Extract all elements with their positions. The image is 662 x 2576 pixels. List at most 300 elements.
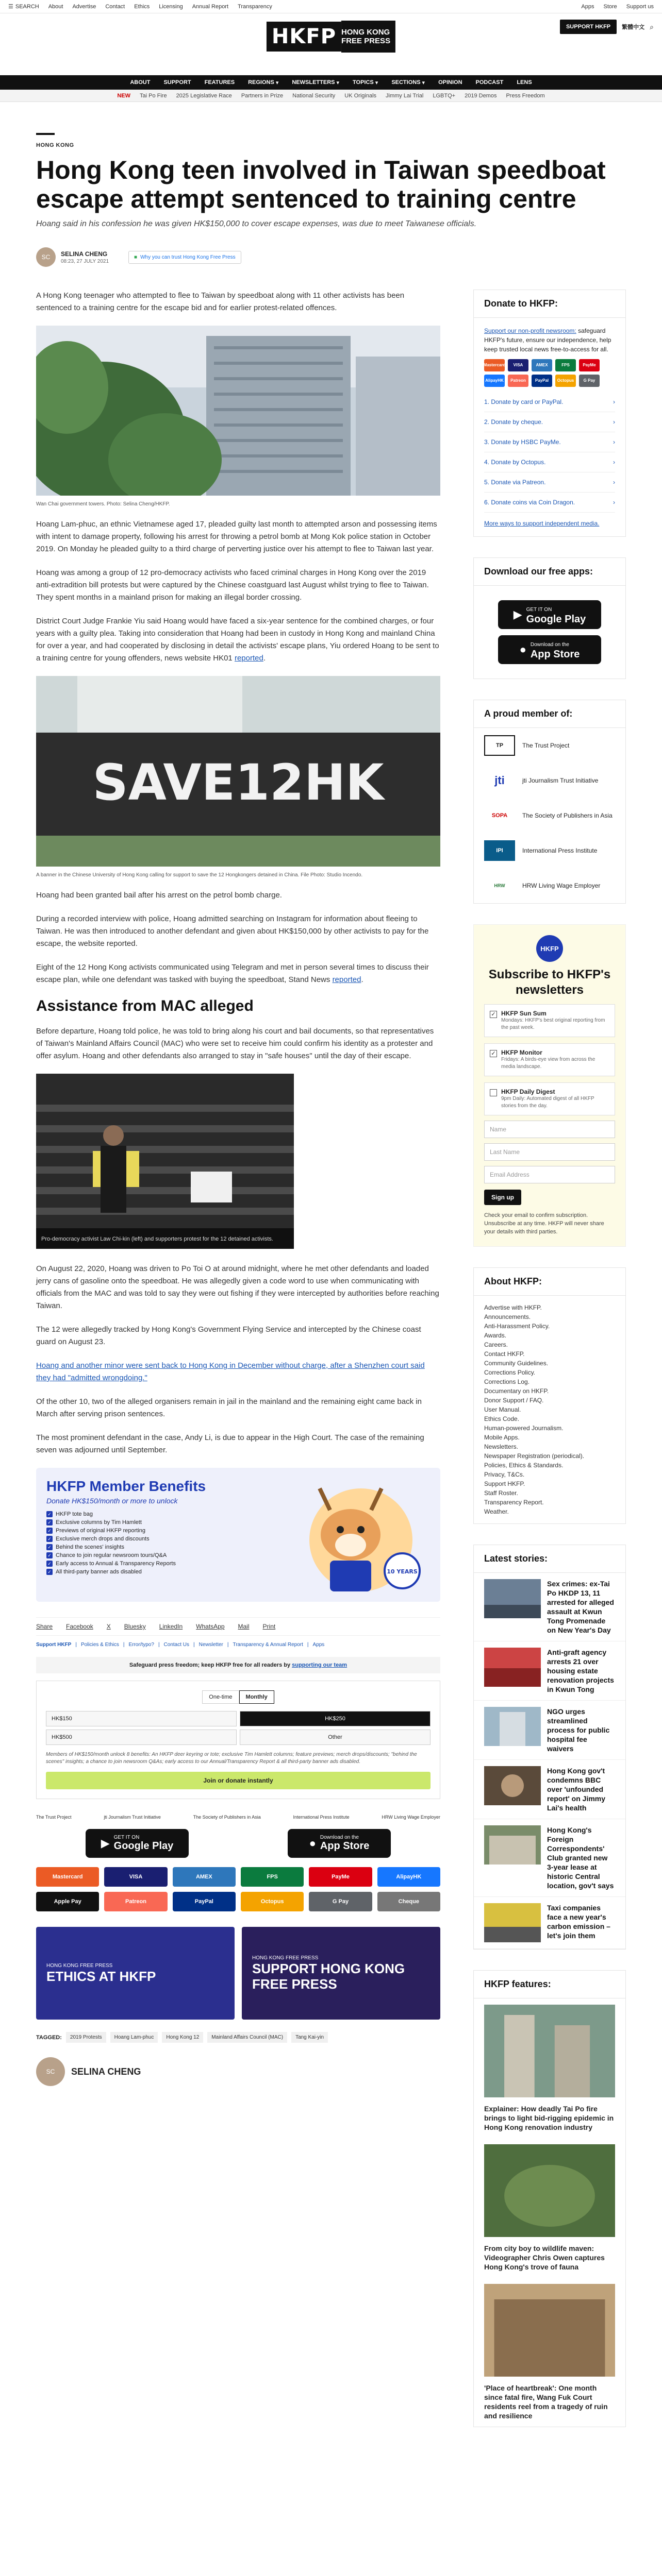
topbar-store[interactable]: Store <box>603 3 617 10</box>
paypal-icon[interactable]: PayPal <box>173 1892 236 1911</box>
share-whatsapp[interactable]: WhatsApp <box>196 1623 225 1630</box>
latest-story[interactable] <box>474 1897 625 1949</box>
nav-features[interactable]: FEATURES <box>204 79 235 86</box>
latest-story[interactable] <box>474 1819 625 1897</box>
search-toggle[interactable] <box>8 3 39 10</box>
google-play-button[interactable] <box>86 1829 189 1858</box>
byline-text <box>61 250 109 264</box>
paragraph: Hoang Lam-phuc, an ethnic Vietnamese aged 17, pleaded guilty last month to attempted arson and possessing items with intent to damage property, following his arrest for throwing a petrol bomb at Mong Kok police station in October 2019. On Monday he pleaded guilty to a third charge of perverting justice over his attempt to flee to Taiwan last year. <box>36 520 437 553</box>
donate-option-label: 3. Donate by HSBC PayMe. <box>484 438 561 446</box>
benefit-label: Exclusive merch drops and discounts <box>56 1536 150 1542</box>
chevron-right-icon: › <box>613 459 615 466</box>
member-org[interactable] <box>474 763 625 798</box>
living-wage-logo[interactable]: HRW Living Wage Employer <box>382 1815 440 1820</box>
app-store-button[interactable] <box>498 635 601 664</box>
author-avatar-large[interactable]: SC <box>36 2057 65 2086</box>
trust-hkfp-button[interactable] <box>128 251 241 264</box>
latest-story[interactable] <box>474 1701 625 1760</box>
option-title: HKFP Daily Digest <box>501 1088 555 1095</box>
paragraph: Of the other 10, two of the alleged organisers remain in jail in the mainland and the remaining eight came back in March after serving prison sentences. <box>36 1397 422 1418</box>
email-field[interactable]: Email Address <box>484 1166 615 1183</box>
story-thumbnail <box>484 1707 541 1746</box>
trending-item[interactable]: National Security <box>292 92 336 99</box>
about-link[interactable]: Newspaper Registration (periodical). <box>484 1452 585 1460</box>
nav-sections[interactable] <box>391 79 425 86</box>
topbar-contact[interactable]: Contact <box>105 3 125 10</box>
about-link[interactable]: Advertise with HKFP. <box>484 1304 542 1311</box>
cheque-icon[interactable]: Cheque <box>377 1892 440 1911</box>
trust-logos <box>36 1815 440 1820</box>
latest-story[interactable] <box>474 1641 625 1701</box>
nav-opinion[interactable]: OPINION <box>438 79 462 86</box>
nav-topics-label: TOPICS <box>353 79 374 86</box>
story-headline: NGO urges streamlined process for public hospital fee waivers <box>547 1707 610 1753</box>
main-nav <box>0 75 662 90</box>
figure <box>36 676 440 878</box>
paragraph: Eight of the 12 Hong Kong activists communicated using Telegram and met in person several times to discuss their escape plan, while one defendant was tasked with buying the speedboat, Stand News reported. <box>36 963 429 984</box>
kicker-rule <box>36 133 55 135</box>
about-link[interactable]: Documentary on HKFP. <box>484 1387 549 1395</box>
payme-icon[interactable]: PayMe <box>309 1867 372 1887</box>
share-label[interactable]: Share <box>36 1623 53 1630</box>
safeguard-banner <box>36 1657 440 1673</box>
check-icon: ✓ <box>46 1552 53 1558</box>
hamburger-icon: ☰ <box>8 4 13 10</box>
trust-project-logo[interactable]: The Trust Project <box>36 1815 72 1820</box>
payme-icon: PayMe <box>579 359 600 371</box>
amount-option[interactable]: HK$150 <box>46 1711 237 1726</box>
amex-icon[interactable]: AMEX <box>173 1867 236 1887</box>
donate-option-label: 6. Donate coins via Coin Dragon. <box>484 499 575 506</box>
about-link[interactable]: User Manual. <box>484 1406 521 1413</box>
check-icon: ✓ <box>46 1519 53 1526</box>
member-org-name: The Trust Project <box>522 742 570 749</box>
photo-caption: Wan Chai government towers. Photo: Selina Cheng/HKFP. <box>36 501 170 507</box>
nav-about[interactable]: ABOUT <box>130 79 151 86</box>
benefit-label: Exclusive columns by Tim Hamlett <box>56 1519 142 1526</box>
newsletter-option-text <box>501 1088 609 1110</box>
newsletter-option[interactable] <box>484 1004 615 1037</box>
topbar-support[interactable]: Support us <box>626 3 654 10</box>
feature-headline: From city boy to wildlife maven: Videographer Chris Owen captures Hong Kong's trove of fauna <box>484 2244 605 2271</box>
about-list <box>474 1296 625 1523</box>
donate-intro <box>484 326 615 354</box>
amount-option-selected[interactable]: HK$250 <box>240 1711 431 1726</box>
alipay-icon: AlipayHK <box>484 375 505 387</box>
topbar-licensing[interactable]: Licensing <box>159 3 183 10</box>
page-layout <box>0 290 662 2448</box>
member-panel <box>473 700 626 904</box>
member-benefits-promo[interactable] <box>36 1468 440 1602</box>
newsletter-note: Check your email to confirm subscription. Unsubscribe at any time. HKFP will never share your details with third parties. <box>484 1212 604 1235</box>
patreon-icon[interactable]: Patreon <box>104 1892 167 1911</box>
option-desc: 9pm Daily: Automated digest of all HKFP stories from the day. <box>501 1096 594 1109</box>
amount-grid <box>46 1711 431 1745</box>
benefit-item <box>46 1544 284 1550</box>
option-title: HKFP Monitor <box>501 1049 542 1056</box>
about-link[interactable]: Newsletters. <box>484 1443 519 1450</box>
member-org-name: The Society of Publishers in Asia <box>522 812 613 819</box>
paragraph-text: Eight of the 12 Hong Kong activists communicated using Telegram and met in person several times to discuss their escape plan, while one defendant was tasked with buying the speedboat, Stand News <box>36 963 429 984</box>
one-time-option[interactable]: One-time <box>202 1690 239 1704</box>
donate-option[interactable] <box>484 432 615 452</box>
check-icon: ✓ <box>46 1561 53 1567</box>
play-icon: ▶ <box>101 1837 110 1850</box>
app-store-buttons <box>36 1829 440 1858</box>
photo-save12hk-banner <box>36 676 440 867</box>
safeguard-link[interactable]: supporting our team <box>292 1662 347 1668</box>
sopa-logo[interactable]: The Society of Publishers in Asia <box>193 1815 261 1820</box>
story-thumbnail <box>484 1579 541 1618</box>
logo-mark: HKFP <box>267 22 341 52</box>
benefit-label: Previews of original HKFP reporting <box>56 1528 146 1534</box>
apple-pay-icon[interactable]: Apple Pay <box>36 1892 99 1911</box>
donate-option[interactable] <box>484 493 615 513</box>
link-support[interactable]: Support HKFP <box>36 1642 72 1648</box>
nav-podcast[interactable]: PODCAST <box>475 79 504 86</box>
amount-option[interactable]: HK$500 <box>46 1730 237 1745</box>
site-header <box>0 13 662 75</box>
checkbox-checked[interactable]: ✓ <box>490 1011 497 1018</box>
check-icon: ✓ <box>46 1536 53 1542</box>
gpay-icon: G Pay <box>579 375 600 387</box>
newsletter-title: Subscribe to HKFP's newsletters <box>488 968 611 997</box>
donate-option[interactable] <box>484 452 615 472</box>
about-link[interactable]: Donor Support / FAQ. <box>484 1397 544 1404</box>
link-newsletter[interactable]: Newsletter <box>198 1642 223 1648</box>
about-link[interactable]: Awards. <box>484 1332 507 1339</box>
option-title: HKFP Sun Sum <box>501 1010 547 1017</box>
deer-mascot-illustration <box>284 1478 428 1602</box>
feature-image <box>484 2284 615 2377</box>
about-panel <box>473 1267 626 1524</box>
tag[interactable]: Tang Kai-yin <box>291 2032 328 2043</box>
apps-panel <box>473 557 626 679</box>
as-big: App Store <box>530 649 580 660</box>
tag[interactable]: Hoang Lam-phuc <box>110 2032 158 2043</box>
feature-story[interactable] <box>474 2278 625 2427</box>
topbar-apps[interactable]: Apps <box>581 3 594 10</box>
about-link[interactable]: Policies, Ethics & Standards. <box>484 1462 564 1469</box>
nav-lens[interactable]: LENS <box>517 79 532 86</box>
as-small: Download on the <box>530 642 569 648</box>
paragraph: Before departure, Hoang told police, he was told to bring along his court and bail documents, so that representatives of Taiwan's Mainland Affairs Council (MAC) who were set to receive him could confirm his identity as a protester and offer asylum. Hoang and other defendants also arranged to stay in "safe houses" until the day of their escape. <box>36 1027 434 1060</box>
tag[interactable]: Mainland Affairs Council (MAC) <box>207 2032 287 2043</box>
more-ways-link[interactable]: More ways to support independent media. <box>484 520 600 527</box>
trending-item[interactable]: UK Originals <box>344 92 377 99</box>
ethics-banner[interactable] <box>36 1927 235 2020</box>
about-link[interactable]: Ethics Code. <box>484 1415 520 1422</box>
chevron-down-icon: ▾ <box>336 79 340 86</box>
photo-wan-chai-towers <box>36 326 440 496</box>
about-link[interactable]: Privacy, T&Cs. <box>484 1471 525 1478</box>
chevron-right-icon: › <box>613 479 615 486</box>
donate-option-label: 1. Donate by card or PayPal. <box>484 398 564 405</box>
ipi-icon: IPI <box>484 840 515 861</box>
about-link[interactable]: Weather. <box>484 1508 509 1515</box>
donate-option[interactable] <box>484 412 615 432</box>
separator: | <box>193 1642 195 1648</box>
safeguard-text: Safeguard press freedom; keep HKFP free for all readers by <box>129 1662 292 1668</box>
google-play-button[interactable] <box>498 600 601 629</box>
benefit-item <box>46 1511 284 1517</box>
benefit-label: All third-party banner ads disabled <box>56 1569 142 1575</box>
promo-banners <box>36 1927 440 2020</box>
search-icon[interactable]: ⌕ <box>650 22 654 31</box>
about-link[interactable]: Corrections Policy. <box>484 1369 536 1376</box>
donate-option-label: 5. Donate via Patreon. <box>484 479 546 486</box>
benefit-label: Early access to Annual & Transparency Reports <box>56 1561 176 1567</box>
patreon-icon: Patreon <box>508 375 528 387</box>
promo-subtitle: Donate HK$150/month or more to unlock <box>46 1497 178 1505</box>
article-header <box>0 102 662 267</box>
visa-icon: VISA <box>508 359 528 371</box>
benefit-item <box>46 1519 284 1526</box>
benefit-item <box>46 1536 284 1542</box>
trending-item[interactable]: 2019 Demos <box>465 92 497 99</box>
top-utility-bar <box>0 0 662 13</box>
about-title: About HKFP: <box>474 1268 625 1296</box>
member-org-name: HRW Living Wage Employer <box>522 882 601 889</box>
topbar-annual-report[interactable]: Annual Report <box>192 3 229 10</box>
topbar-transparency[interactable]: Transparency <box>238 3 272 10</box>
apple-icon: ● <box>519 643 526 656</box>
byline <box>36 247 626 267</box>
frequency-toggle <box>46 1690 431 1704</box>
language-switch[interactable]: 繁體中文 <box>622 24 645 30</box>
join-donate-button[interactable]: Join or donate instantly <box>46 1772 431 1789</box>
about-link[interactable]: Staff Roster. <box>484 1489 518 1497</box>
about-link[interactable]: Support HKFP. <box>484 1480 525 1487</box>
member-org[interactable] <box>474 868 625 903</box>
newsletter-option[interactable] <box>484 1043 615 1076</box>
link-transparency[interactable]: Transparency & Annual Report <box>233 1642 303 1648</box>
publish-date: 08:23, 27 JULY 2021 <box>61 258 109 264</box>
checkbox-unchecked[interactable] <box>490 1089 497 1096</box>
sidebar <box>473 290 626 2448</box>
sign-up-button[interactable]: Sign up <box>484 1190 521 1205</box>
as-small: Download on the <box>320 1835 359 1840</box>
hkfp-badge-icon: HKFP <box>536 935 563 962</box>
inline-link[interactable]: reported <box>332 975 361 984</box>
topbar-ethics[interactable]: Ethics <box>134 3 150 10</box>
member-org[interactable] <box>474 798 625 833</box>
promo-content <box>46 1478 284 1591</box>
octopus-icon[interactable]: Octopus <box>241 1892 304 1911</box>
signup-row <box>484 1183 615 1205</box>
newsletter-option[interactable] <box>484 1082 615 1115</box>
chevron-down-icon: ▾ <box>422 79 425 86</box>
app-store-text <box>531 640 580 659</box>
nav-support[interactable]: SUPPORT <box>163 79 191 86</box>
trending-item[interactable]: Tai Po Fire <box>139 92 167 99</box>
about-link[interactable]: Community Guidelines. <box>484 1360 549 1367</box>
article-category[interactable]: HONG KONG <box>36 142 74 148</box>
paragraph: On August 22, 2020, Hoang was driven to Po Toi O at around midnight, where he met other defendants and loaded jerry cans of gasoline onto the speedboat. He was allegedly given a code word to use when communicating with officials from the MAC and was told to say they were out fishing if they were intercepted by authorities before reaching Taiwan. <box>36 1264 439 1310</box>
play-icon: ▶ <box>513 608 522 621</box>
gpay-icon[interactable]: G Pay <box>309 1892 372 1911</box>
sopa-icon: SOPA <box>491 812 508 819</box>
donate-intro-link[interactable]: Support our non-profit newsroom: <box>484 327 576 334</box>
banner-small: HONG KONG FREE PRESS <box>46 1962 113 1969</box>
paragraph-text: District Court Judge Frankie Yiu said Hoang would have faced a six-year sentence for the combined charges, or four years with a guilty plea. Taking into consideration that Hoang had been in custody in Hong Kong and mainland China for over a year, and had cooperated by disclosing in detail the activists' escape plans, Yiu ordered Hoang to be sent to a training centre for young offenders, news website HK01 <box>36 617 439 663</box>
link-policies[interactable]: Policies & Ethics <box>80 1642 119 1648</box>
trust-project-icon: TP <box>484 735 515 756</box>
share-mail[interactable]: Mail <box>238 1623 250 1630</box>
option-desc: Fridays: A birds-eye view from across the media landscape. <box>501 1057 595 1070</box>
newsletter-signup <box>473 924 626 1247</box>
donate-option-label: 4. Donate by Octopus. <box>484 459 546 466</box>
member-org[interactable] <box>474 728 625 763</box>
tag[interactable]: 2019 Protests <box>66 2032 106 2043</box>
jti-logo[interactable]: jti Journalism Trust Initiative <box>104 1815 161 1820</box>
separator: | <box>123 1642 125 1648</box>
nav-newsletters-label: NEWSLETTERS <box>292 79 335 86</box>
fps-icon: FPS <box>555 359 576 371</box>
chevron-right-icon: › <box>613 438 615 446</box>
banner-text: SAVE12HK <box>92 754 384 811</box>
separator: | <box>75 1642 77 1648</box>
story-headline: Anti-graft agency arrests 21 over housing estate renovation projects in Kwun Tong <box>547 1648 614 1693</box>
feature-story[interactable] <box>474 2138 625 2278</box>
name-field[interactable]: Name <box>484 1121 615 1138</box>
member-org-name: jti Journalism Trust Initiative <box>522 777 599 784</box>
paypal-icon: PayPal <box>532 375 552 387</box>
section-heading: Assistance from MAC alleged <box>36 997 254 1014</box>
author-name[interactable]: SELINA CHENG <box>61 250 108 258</box>
chevron-right-icon: › <box>613 499 615 506</box>
alipay-icon[interactable]: AlipayHK <box>377 1867 440 1887</box>
benefit-item <box>46 1528 284 1534</box>
benefit-label: Chance to join regular newsroom tours/Q&A <box>56 1552 167 1558</box>
topbar-advertise[interactable]: Advertise <box>72 3 96 10</box>
support-banner[interactable] <box>242 1927 440 2020</box>
site-logo[interactable] <box>267 21 395 53</box>
paragraph: A Hong Kong teenager who attempted to flee to Taiwan by speedboat along with 11 other activists has been sentenced to a training centre for the escape bid and for earlier protest-related offences. <box>36 291 405 312</box>
story-headline: Sex crimes: ex-Tai Po HKDP 13, 11 arrested for alleged assault at Kwun Tong Promenade on New Year's Day <box>547 1580 614 1634</box>
member-org[interactable] <box>474 833 625 868</box>
support-hkfp-button[interactable]: SUPPORT HKFP <box>560 20 617 34</box>
nav-regions[interactable] <box>248 79 278 86</box>
monthly-option[interactable]: Monthly <box>239 1690 274 1704</box>
app-store-text <box>320 1835 370 1852</box>
latest-story[interactable] <box>474 1573 625 1641</box>
app-store-button[interactable] <box>288 1829 391 1858</box>
topbar-about[interactable]: About <box>48 3 63 10</box>
share-facebook[interactable]: Facebook <box>66 1623 93 1630</box>
author-avatar[interactable]: SC <box>36 247 56 267</box>
trending-item[interactable]: Jimmy Lai Trial <box>386 92 424 99</box>
mastercard-icon: Mastercard <box>484 359 505 371</box>
about-link[interactable]: Contact HKFP. <box>484 1350 525 1358</box>
google-play-text <box>526 605 586 624</box>
about-link[interactable]: Announcements. <box>484 1313 531 1320</box>
author-box <box>36 2057 440 2086</box>
link-apps[interactable]: Apps <box>312 1642 325 1648</box>
paragraph: District Court Judge Frankie Yiu said Hoang would have faced a six-year sentence for the combined charges, or four years with a guilty plea. Taking into consideration that Hoang had been in custody in Hong Kong and mainland China for over a year, and had cooperated by disclosing in detail the activists' escape plans, Yiu ordered Hoang to be sent to a training centre for young offenders, news website HK01 reported. <box>36 617 439 663</box>
inline-link[interactable]: reported <box>234 654 263 663</box>
checkbox-checked[interactable]: ✓ <box>490 1050 497 1057</box>
link-contact[interactable]: Contact Us <box>163 1642 190 1648</box>
banner-big: SUPPORT HONG KONG FREE PRESS <box>252 1960 405 1992</box>
last-name-field[interactable]: Last Name <box>484 1143 615 1161</box>
amount-other[interactable]: Other <box>240 1730 431 1745</box>
about-link[interactable]: Anti-Harassment Policy. <box>484 1323 550 1330</box>
tag-list <box>36 2032 440 2043</box>
feature-story[interactable] <box>474 1998 625 2138</box>
nav-topics[interactable] <box>353 79 378 86</box>
share-x[interactable]: X <box>106 1623 111 1630</box>
fps-icon[interactable]: FPS <box>241 1867 304 1887</box>
gp-big: Google Play <box>113 1840 174 1852</box>
paragraph: The 12 were allegedly tracked by Hong Kong's Government Flying Service and intercepted by the Chinese coast guard on August 23. <box>36 1325 421 1346</box>
story-headline: Taxi companies face a new year's carbon emission – let's join them <box>547 1904 610 1940</box>
trending-item[interactable]: Press Freedom <box>506 92 545 99</box>
about-link[interactable]: Mobile Apps. <box>484 1434 520 1441</box>
trending-item[interactable]: LGBTQ+ <box>433 92 456 99</box>
about-link[interactable]: Careers. <box>484 1341 508 1348</box>
about-link[interactable]: Human-powered Journalism. <box>484 1425 564 1432</box>
about-link[interactable]: Transparency Report. <box>484 1499 544 1506</box>
latest-story[interactable] <box>474 1760 625 1819</box>
share-print[interactable]: Print <box>262 1623 276 1630</box>
share-bluesky[interactable]: Bluesky <box>124 1623 146 1630</box>
nav-newsletters[interactable] <box>292 79 339 86</box>
octopus-icon: Octopus <box>555 375 576 387</box>
nav-sections-label: SECTIONS <box>391 79 421 86</box>
ipi-logo[interactable]: International Press Institute <box>293 1815 350 1820</box>
new-badge: NEW <box>117 92 130 99</box>
apple-icon: ● <box>309 1837 316 1850</box>
article-subtitle: Hoang said in his confession he was given HK$150,000 to cover escape expenses, was due to meet Taiwanese officials. <box>36 219 477 228</box>
paragraph <box>36 1360 440 1384</box>
donate-option[interactable] <box>484 392 615 412</box>
about-link[interactable]: Corrections Log. <box>484 1378 530 1385</box>
gp-small: GET IT ON <box>526 607 552 613</box>
paragraph: During a recorded interview with police, Hoang admitted searching on Instagram for information about fleeing to Taiwan. He was then introduced to another defendant and given about HK$150,000 by other activists to pay for the escape, the website reported. <box>36 914 429 948</box>
living-wage-icon: HRW <box>494 883 505 888</box>
donate-option[interactable] <box>484 472 615 493</box>
mastercard-icon[interactable]: Mastercard <box>36 1867 99 1887</box>
inline-link[interactable]: Hoang and another minor were sent back to Hong Kong in December without charge, after a Shenzhen court said they had "admitted wrongdoing." <box>36 1361 425 1382</box>
paragraph: Hoang had been granted bail after his arrest on the petrol bomb charge. <box>36 891 282 900</box>
story-headline: Hong Kong gov't condemns BBC over 'unfounded report' on Jimmy Lai's health <box>547 1767 606 1812</box>
search-label: SEARCH <box>15 3 39 10</box>
features-title: HKFP features: <box>474 1971 625 1998</box>
link-error[interactable]: Error/typo? <box>128 1642 154 1648</box>
promo-title: HKFP Member Benefits <box>46 1478 206 1494</box>
separator: | <box>158 1642 160 1648</box>
visa-icon[interactable]: VISA <box>104 1867 167 1887</box>
trending-item[interactable]: 2025 Legislative Race <box>176 92 232 99</box>
story-thumbnail <box>484 1648 541 1687</box>
nav-regions-label: REGIONS <box>248 79 274 86</box>
donate-panel <box>473 290 626 537</box>
author-box-name[interactable]: SELINA CHENG <box>71 2066 141 2077</box>
check-icon: ✓ <box>46 1569 53 1575</box>
ten-years-badge: 10 YEARS <box>387 1568 418 1575</box>
figure <box>36 1074 440 1251</box>
share-linkedin[interactable]: LinkedIn <box>159 1623 183 1630</box>
donate-note: Members of HK$150/month unlock 8 benefits: An HKFP deer keyring or tote; exclusive Tim Hamlett columns; feature previews; merch drops/discounts; "behind the scenes" insights; a chance to join newsroom Q&As; early access to our Annual/Transparency Report & all third-party banner ads disabled. <box>46 1752 417 1765</box>
photo-overlay-caption: Pro-democracy activist Law Chi-kin (left) and supporters protest for the 12 detained activists. <box>41 1236 273 1242</box>
amex-icon: AMEX <box>532 359 552 371</box>
donate-intro-text: safeguard HKFP's future, ensure our independence, help keep trusted local news free-to-access for all. <box>484 327 611 353</box>
check-icon: ✓ <box>46 1528 53 1534</box>
trending-item[interactable]: Partners in Prize <box>241 92 284 99</box>
more-ways-row <box>484 519 615 528</box>
tag[interactable]: Hong Kong 12 <box>162 2032 203 2043</box>
